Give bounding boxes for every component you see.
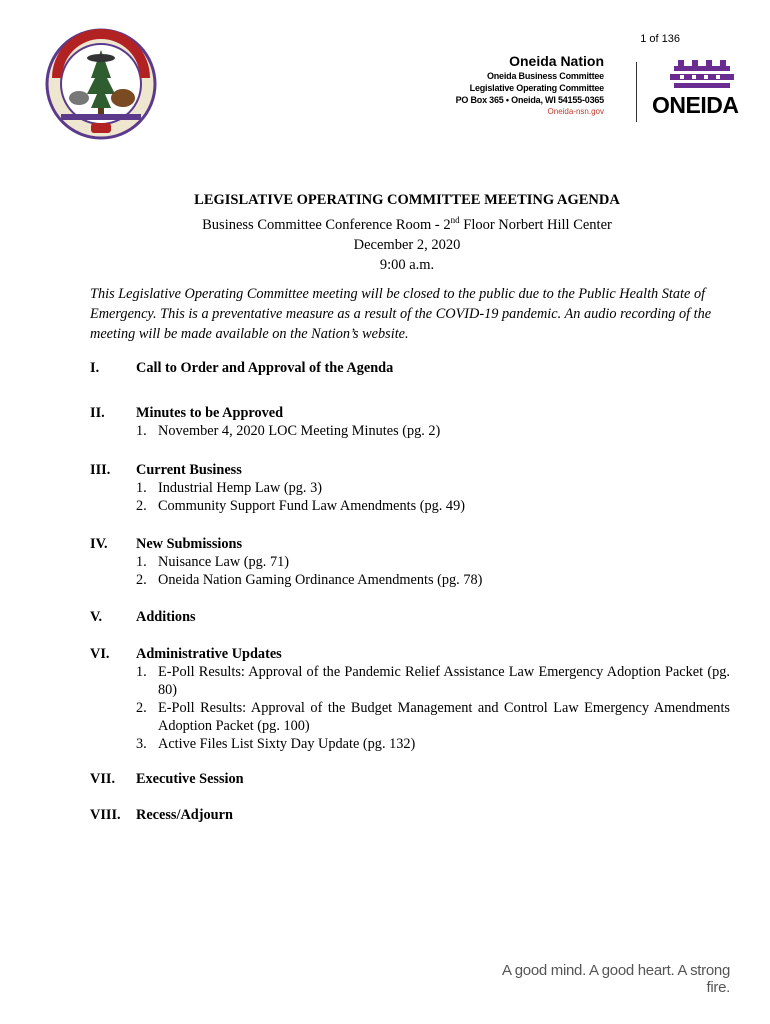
website: Oneida-nsn.gov (547, 107, 604, 116)
agenda-title: LEGISLATIVE OPERATING COMMITTEE MEETING AGENDA (194, 192, 620, 208)
location-suffix: Floor Norbert Hill Center (459, 216, 612, 233)
section-numeral: VII. (90, 771, 116, 787)
section-numeral: VIII. (90, 807, 121, 823)
agenda-section-3 (90, 461, 730, 515)
section-heading: New Submissions (136, 536, 243, 552)
section-heading: Recess/Adjourn (136, 807, 233, 823)
section-numeral: II. (90, 405, 105, 421)
section-numeral: III. (90, 462, 111, 478)
agenda-section-7 (90, 770, 730, 788)
meeting-location (0, 210, 770, 235)
section-numeral: IV. (90, 536, 108, 552)
oneida-wordmark: ONEIDA (652, 92, 739, 118)
list-item: 2. Community Support Fund Law Amendments (pg. 49) (136, 498, 465, 514)
section-heading: Current Business (136, 462, 242, 478)
letterhead (420, 52, 604, 118)
list-item: 1. November 4, 2020 LOC Meeting Minutes (pg. 2) (136, 423, 441, 439)
section-heading: Executive Session (136, 771, 244, 787)
oneida-nation-seal-icon (45, 28, 157, 140)
closure-notice: This Legislative Operating Committee meeting will be closed to the public due to the Public Health State of Emergency. This is a preventative measure as a result of the COVID-19 pandemic. An audio recording of the meeting will be made available on the Nation’s website. (90, 286, 712, 342)
agenda-section-2 (90, 404, 730, 440)
list-item: 1. Industrial Hemp Law (pg. 3) (136, 480, 322, 496)
location-superscript: nd (450, 215, 460, 225)
list-item: 2. E-Poll Results: Approval of the Budget Management and Control Law Emergency Amendments Adoption Packet (pg. 100) (136, 700, 730, 734)
committee-line-1: Oneida Business Committee (486, 71, 604, 81)
section-numeral: V. (90, 609, 103, 625)
header-divider (636, 62, 637, 122)
agenda-title-block (0, 190, 770, 275)
location-prefix: Business Committee Conference Room - 2 (202, 216, 451, 233)
section-numeral: VI. (90, 646, 110, 662)
section-heading: Minutes to be Approved (136, 405, 284, 421)
section-heading: Additions (136, 609, 196, 625)
agenda-section-4 (90, 535, 730, 589)
list-item: 2. Oneida Nation Gaming Ordinance Amendments (pg. 78) (136, 572, 483, 588)
agenda-section-1 (90, 359, 730, 377)
section-heading: Call to Order and Approval of the Agenda (136, 360, 394, 376)
agenda-section-6 (90, 645, 730, 753)
page-indicator: 1 of 136 (640, 33, 680, 45)
agenda-section-8 (90, 806, 730, 824)
section-numeral: I. (90, 360, 100, 376)
meeting-time: 9:00 a.m. (379, 256, 435, 273)
section-heading: Administrative Updates (136, 646, 282, 662)
list-item: 1. Nuisance Law (pg. 71) (136, 554, 290, 570)
list-item: 1. E-Poll Results: Approval of the Pandemic Relief Assistance Law Emergency Adoption Packet (pg. 80) (136, 664, 730, 698)
address: PO Box 365 • Oneida, WI 54155-0365 (455, 95, 604, 105)
committee-line-2: Legislative Operating Committee (469, 83, 604, 93)
meeting-date: December 2, 2020 (353, 236, 461, 253)
footer-tagline: A good mind. A good heart. A strong fire. (501, 962, 730, 996)
agenda-section-5 (90, 608, 730, 626)
organization-name: Oneida Nation (509, 53, 604, 69)
list-item: 3. Active Files List Sixty Day Update (pg. 132) (136, 736, 416, 752)
